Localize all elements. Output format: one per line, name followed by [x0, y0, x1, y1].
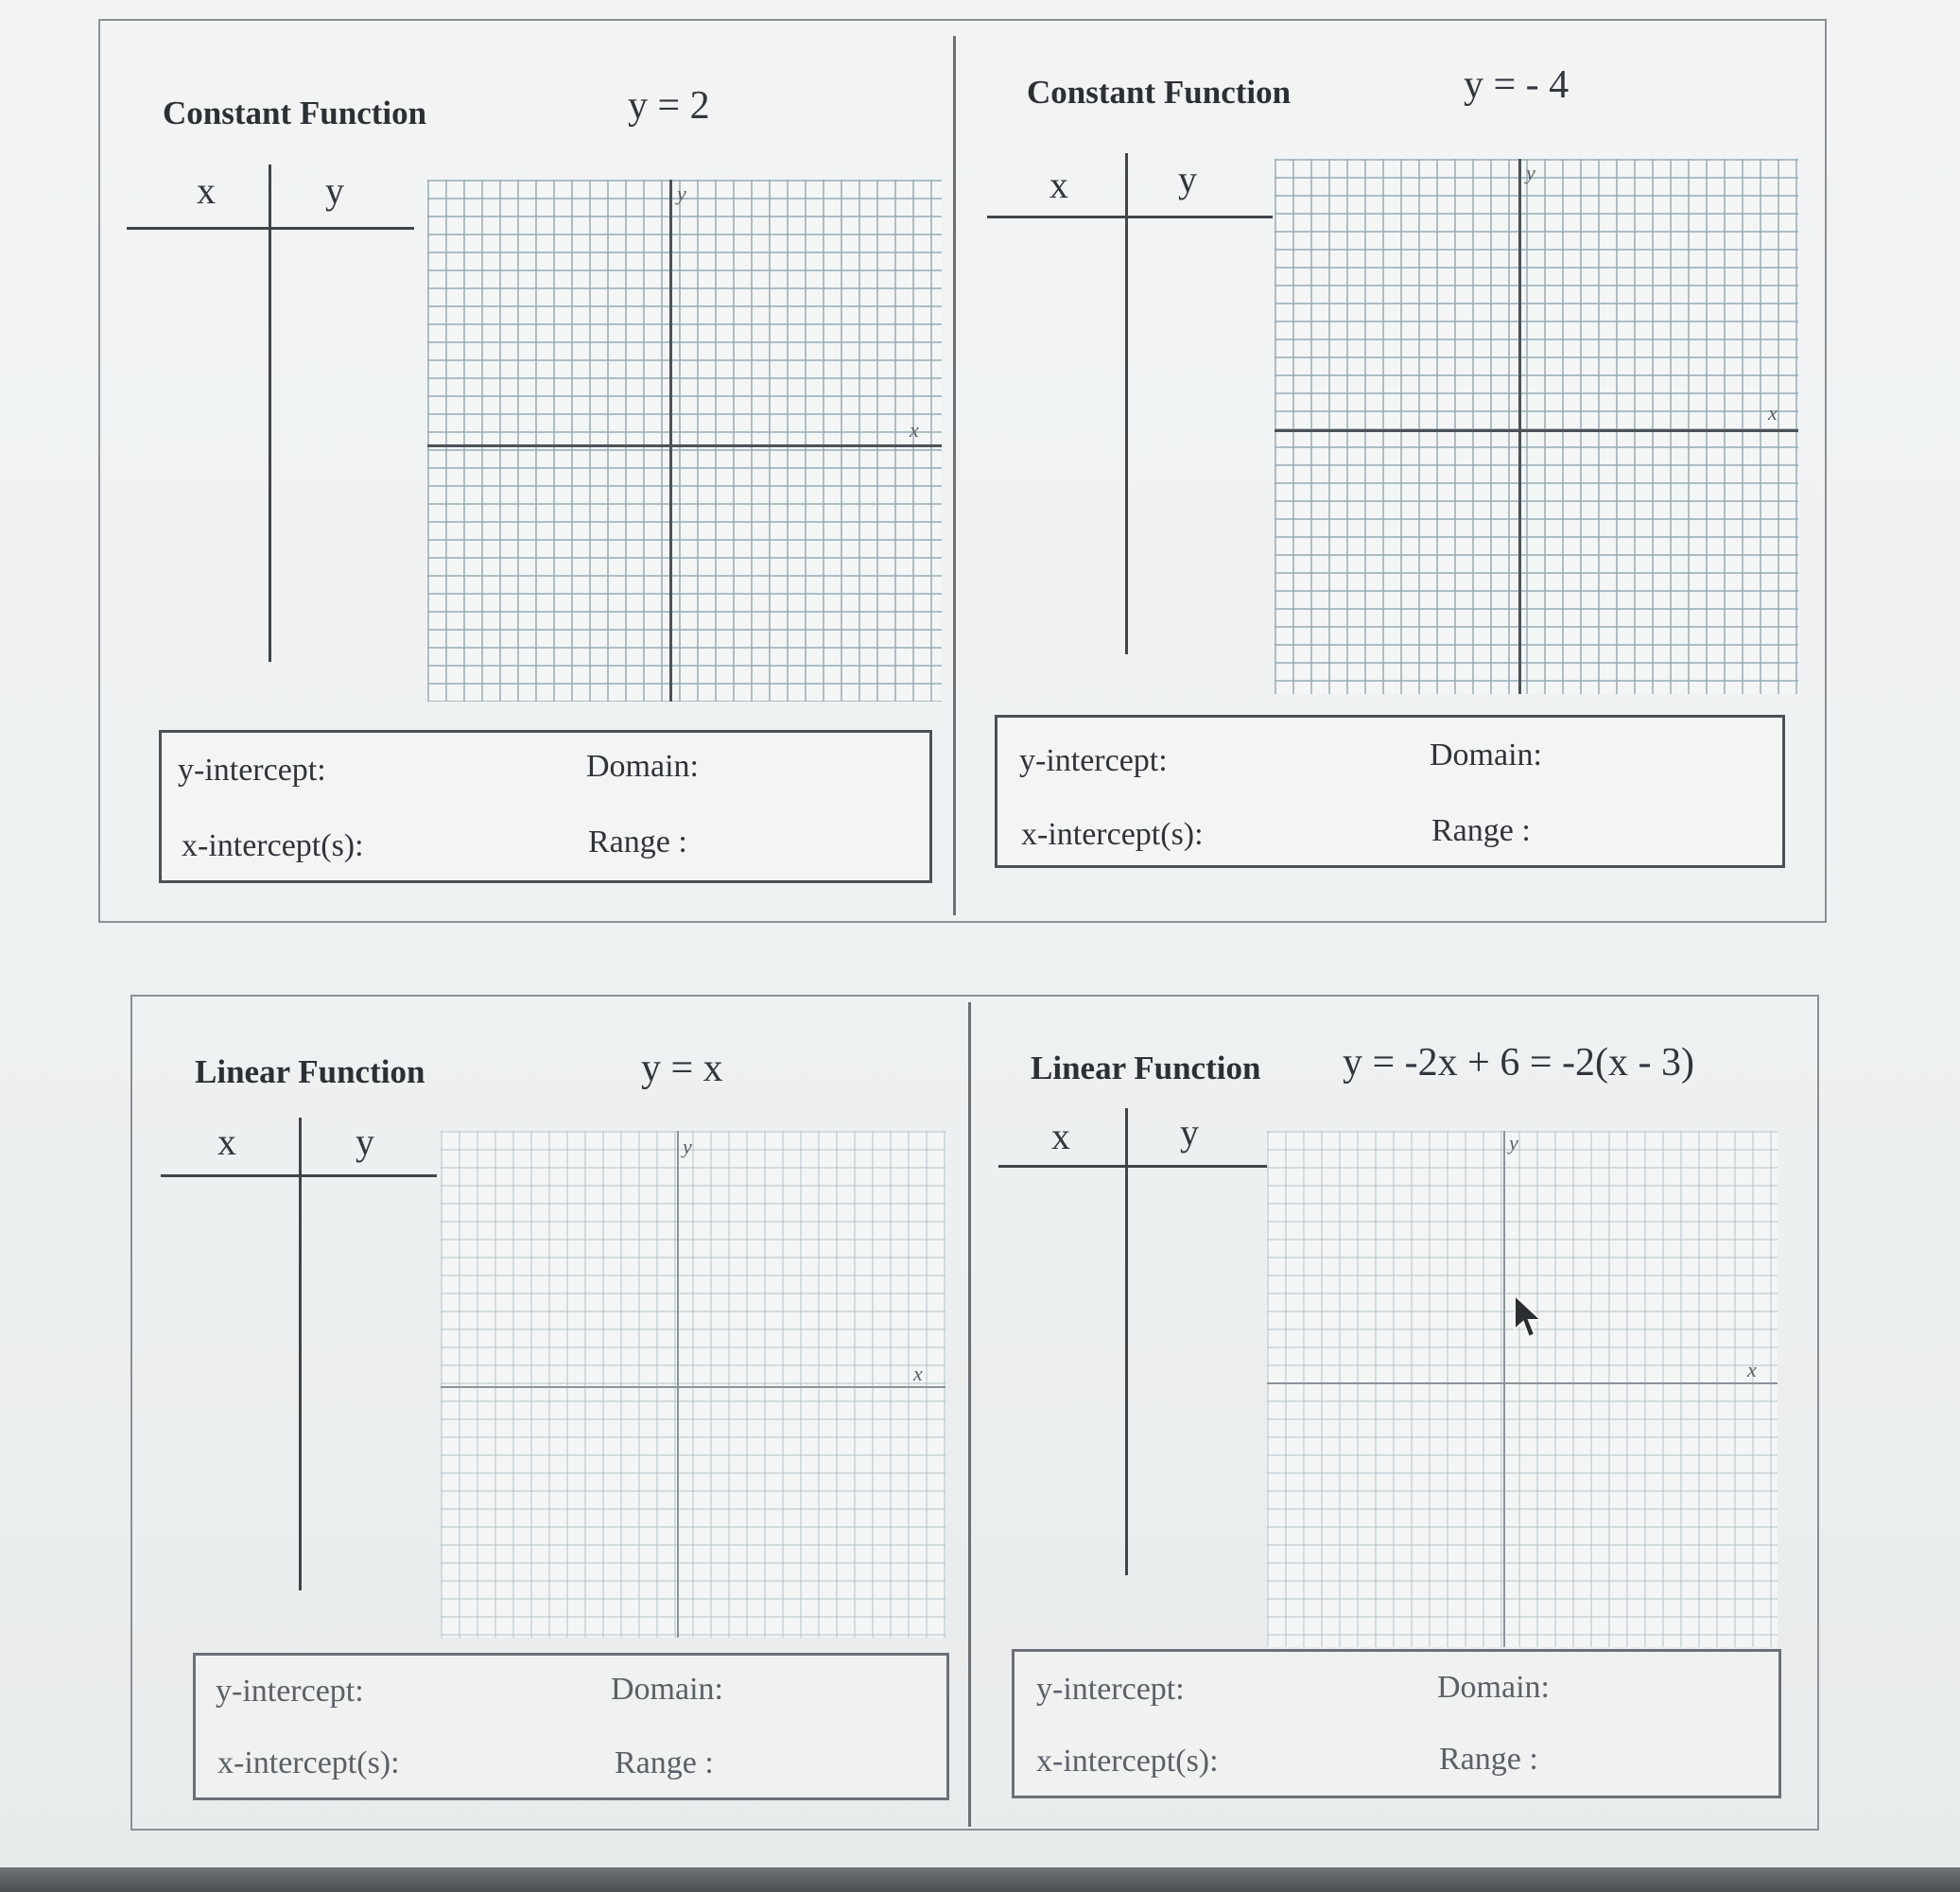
x-axis-label: x [913, 1362, 923, 1385]
panel-equation: y = x [641, 1047, 723, 1090]
table-vertical-rule [1125, 1108, 1128, 1575]
range-label: Range : [588, 824, 687, 859]
table-x-header: x [197, 169, 216, 212]
x-axis-label: x [910, 418, 919, 442]
grid-x-axis [427, 444, 942, 447]
grid-y-axis [669, 180, 672, 702]
coordinate-grid [427, 180, 942, 702]
domain-label: Domain: [586, 749, 699, 784]
table-y-header: y [1180, 1111, 1199, 1154]
panel-equation: y = -2x + 6 = -2(x - 3) [1343, 1041, 1694, 1085]
y-intercept-label: y-intercept: [216, 1674, 364, 1709]
grid-x-axis [1275, 429, 1798, 432]
y-intercept-label: y-intercept: [178, 753, 326, 788]
x-intercepts-label: x-intercept(s): [1021, 817, 1204, 852]
y-axis-label: y [1526, 161, 1535, 184]
grid-x-axis [441, 1386, 945, 1388]
x-intercepts-label: x-intercept(s): [182, 828, 364, 863]
arrow-pointer-icon [1513, 1293, 1545, 1341]
y-intercept-label: y-intercept: [1036, 1672, 1185, 1707]
table-vertical-rule [269, 165, 271, 662]
domain-label: Domain: [611, 1672, 723, 1707]
y-axis-label: y [677, 182, 686, 205]
y-axis-label: y [1509, 1131, 1518, 1154]
top-section-divider [953, 36, 956, 915]
grid-x-axis [1267, 1382, 1778, 1384]
table-x-header: x [1049, 164, 1068, 206]
table-vertical-rule [299, 1118, 302, 1590]
domain-label: Domain: [1437, 1670, 1550, 1705]
y-axis-label: y [683, 1135, 692, 1158]
table-vertical-rule [1125, 153, 1128, 654]
table-x-header: x [1051, 1115, 1070, 1157]
grid-y-axis [1518, 159, 1521, 694]
x-axis-label: x [1747, 1358, 1757, 1381]
table-horizontal-rule [998, 1165, 1267, 1168]
panel-title: Constant Function [163, 95, 427, 131]
coordinate-grid [1267, 1131, 1778, 1647]
monitor-bezel [0, 1867, 1960, 1892]
x-intercepts-label: x-intercept(s): [1036, 1744, 1219, 1779]
grid-y-axis [677, 1131, 679, 1638]
table-horizontal-rule [987, 216, 1273, 218]
table-y-header: y [356, 1120, 374, 1163]
y-intercept-label: y-intercept: [1019, 743, 1168, 778]
coordinate-grid [1275, 159, 1798, 694]
coordinate-grid [441, 1131, 945, 1638]
domain-label: Domain: [1430, 738, 1542, 772]
x-axis-label: x [1768, 401, 1778, 425]
range-label: Range : [1431, 813, 1531, 848]
range-label: Range : [615, 1745, 714, 1780]
table-x-header: x [217, 1120, 236, 1163]
grid-y-axis [1503, 1131, 1505, 1647]
panel-title: Linear Function [1031, 1050, 1261, 1086]
x-intercepts-label: x-intercept(s): [217, 1745, 400, 1780]
table-y-header: y [1178, 158, 1197, 200]
table-y-header: y [325, 169, 344, 212]
range-label: Range : [1439, 1742, 1538, 1777]
panel-title: Linear Function [195, 1053, 425, 1090]
panel-equation: y = 2 [628, 84, 710, 128]
panel-equation: y = - 4 [1464, 63, 1570, 107]
panel-title: Constant Function [1027, 74, 1292, 111]
bottom-section-divider [968, 1002, 971, 1827]
